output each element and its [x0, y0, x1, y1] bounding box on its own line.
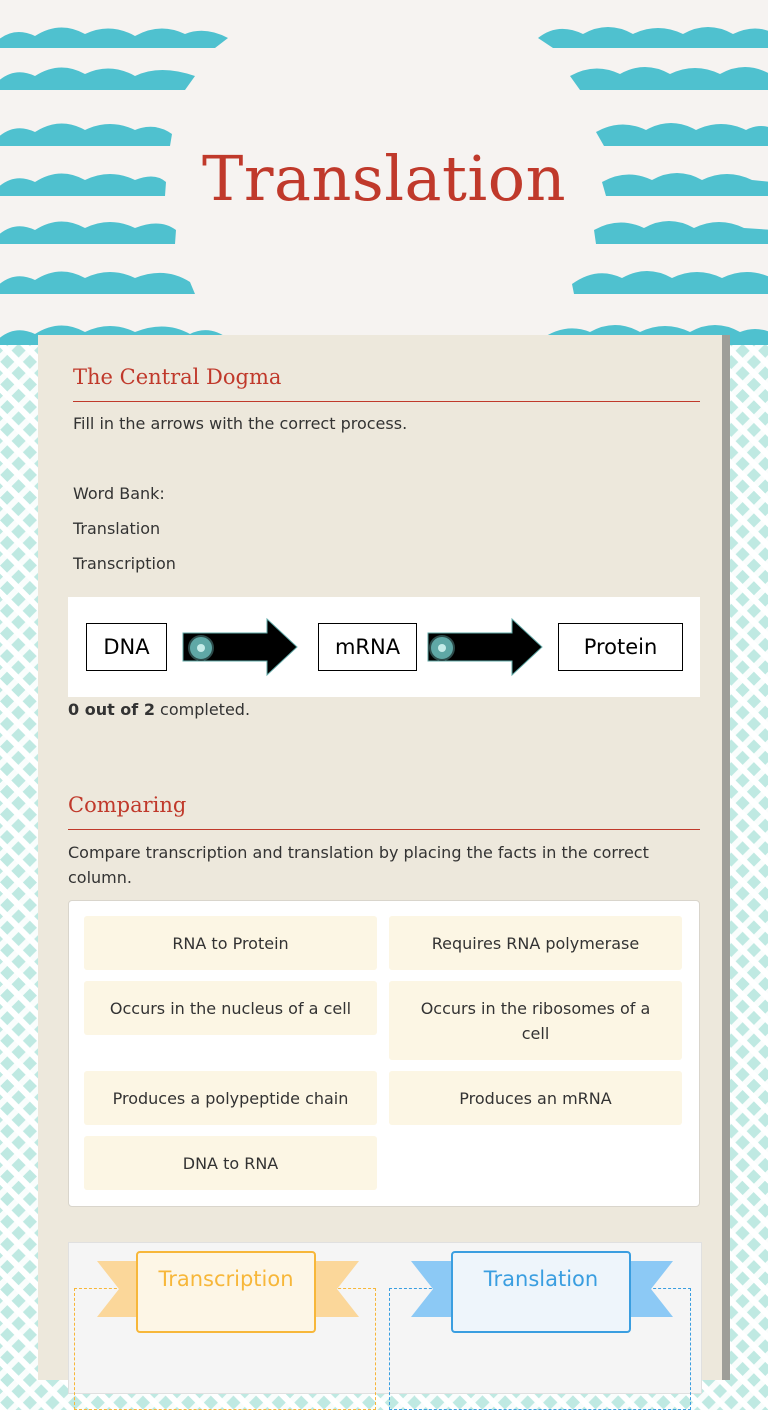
cloud-decoration	[596, 116, 768, 144]
completion-status	[68, 700, 250, 719]
fact-card[interactable]: DNA to RNA	[84, 1136, 377, 1190]
word-bank-item: Translation	[73, 519, 161, 538]
cloud-decoration	[538, 20, 768, 48]
cloud-decoration	[594, 214, 768, 242]
fact-card[interactable]: Requires RNA polymerase	[389, 916, 682, 970]
central-dogma-heading: The Central Dogma	[73, 365, 282, 389]
fact-card[interactable]: RNA to Protein	[84, 916, 377, 970]
page-title: Translation	[202, 142, 566, 215]
fact-card[interactable]: Occurs in the nucleus of a cell	[84, 981, 377, 1035]
cloud-decoration	[0, 20, 230, 48]
completion-count: 0 out of 2	[68, 700, 155, 719]
heading-divider	[73, 401, 700, 402]
central-dogma-diagram	[68, 597, 700, 697]
cloud-decoration	[0, 116, 175, 144]
transcription-column-label: Transcription	[136, 1251, 316, 1333]
worksheet-paper	[38, 335, 730, 1380]
sorting-columns	[68, 1242, 702, 1394]
central-dogma-instructions: Fill in the arrows with the correct process.	[73, 414, 408, 433]
cloud-decoration	[570, 60, 768, 88]
word-bank-label: Word Bank:	[73, 484, 165, 503]
dna-box: DNA	[86, 623, 167, 671]
cloud-decoration	[572, 264, 768, 292]
fact-bank	[68, 900, 700, 1207]
cloud-decoration	[0, 60, 200, 88]
mrna-box: mRNA	[318, 623, 417, 671]
fact-card[interactable]: Produces an mRNA	[389, 1071, 682, 1125]
drop-target-1[interactable]	[188, 635, 214, 661]
heading-divider	[68, 829, 700, 830]
fact-card[interactable]: Occurs in the ribosomes of a cell	[389, 981, 682, 1060]
completion-suffix: completed.	[154, 700, 251, 719]
fact-card[interactable]: Produces a polypeptide chain	[84, 1071, 377, 1125]
translation-column-label: Translation	[451, 1251, 631, 1333]
word-bank-item: Transcription	[73, 554, 176, 573]
comparing-instructions: Compare transcription and translation by placing the facts in the correct column.	[68, 843, 649, 887]
header-banner	[0, 0, 768, 345]
protein-box: Protein	[558, 623, 683, 671]
comparing-heading: Comparing	[68, 793, 187, 817]
cloud-decoration	[0, 264, 200, 292]
cloud-decoration	[0, 214, 180, 242]
drop-target-2[interactable]	[429, 635, 455, 661]
